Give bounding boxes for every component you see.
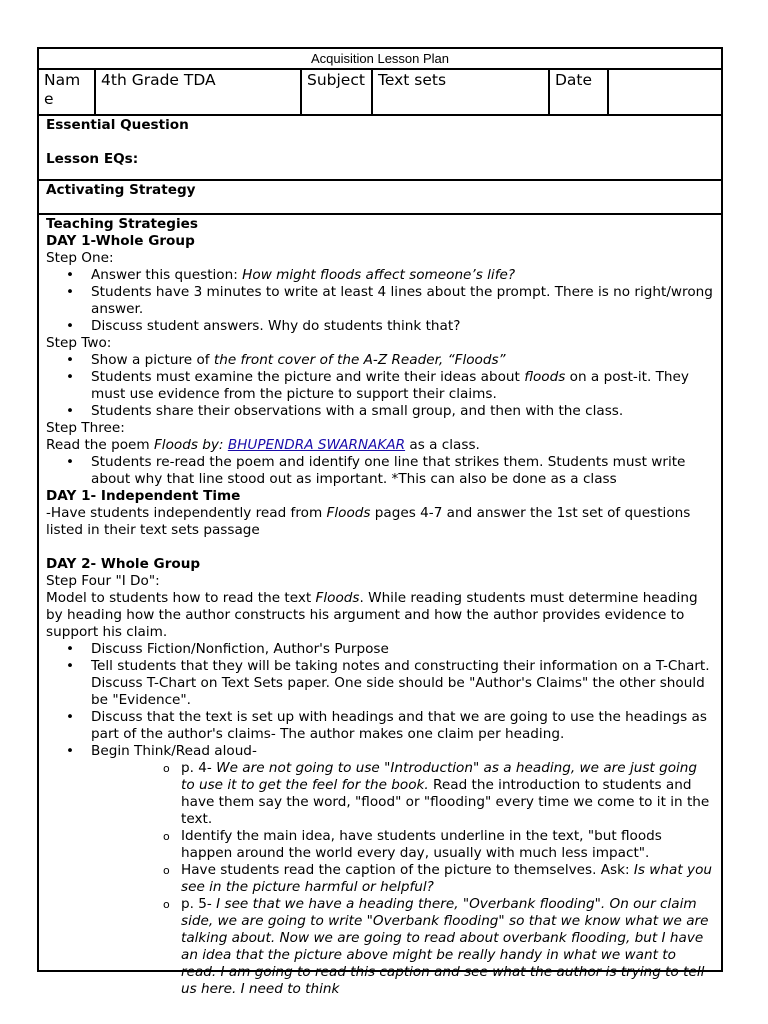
name-label: Name — [39, 70, 96, 114]
sublist-item: o p. 5- I see that we have a heading there, "Overbank flooding". On our claim side, we are going to write "Overbank flooding" so that we know what we are talking about. Now we are going to read about overbank flooding, but I have an idea that the picture above might be really handy in what we want to read. I am going to read this caption and see what the author is trying to tell us here. I need to think — [91, 896, 714, 998]
document-title: Acquisition Lesson Plan — [39, 49, 721, 70]
list-item: • Discuss that the text is set up with headings and that we are going to use the headings as part of the author's claims- The author makes one claim per heading. — [46, 709, 714, 743]
read-poem-line: Read the poem Floods by: BHUPENDRA SWARNAKAR as a class. — [46, 437, 480, 453]
list-item: • Discuss Fiction/Nonfiction, Author's Purpose — [46, 641, 714, 658]
teaching-strategies-section — [39, 215, 721, 999]
lesson-eqs-label: Lesson EQs: — [46, 151, 139, 167]
step-three-list — [46, 454, 714, 488]
subject-value: Text sets — [373, 70, 550, 114]
step-one-label: Step One: — [46, 250, 114, 266]
independent-time-text: -Have students independently read from Floods pages 4-7 and answer the 1st set of questions listed in their text sets passage — [46, 505, 691, 538]
activating-strategy-heading: Activating Strategy — [46, 182, 196, 198]
list-item: • Students have 3 minutes to write at least 4 lines about the prompt. There is no right/wrong answer. — [46, 284, 714, 318]
step-four-label: Step Four "I Do": — [46, 573, 160, 589]
list-item: • Students re-read the poem and identify one line that strikes them. Students must write about why that line stood out as important. *This can also be done as a class — [46, 454, 714, 488]
list-item: • Begin Think/Read aloud- o p. 4- We are not going to use "Introduction" as a heading, we are just going to use it to get the feel for the book. Read the introduction to students and have them say the word, "flood" or "flooding" every time we come to it in the text. o Identify the main idea, have students underline in the text, "but floods happen around the world every day, usually with much less impact". o Have students read the caption of the picture to themselves. Ask: Is what you see in the picture harmful or helpful? o p. 5- I see that we have a heading there, "Overbank flooding". On our claim side, we are going to write "Overbank flooding" so that we know what we are talking about. Now we are going to read about overbank flooding, but I have an idea that the picture above might be really handy in what we want to read. I am going to read this caption and see what the author is trying to tell us here. I need to think — [46, 743, 714, 998]
step-two-label: Step Two: — [46, 335, 112, 351]
list-item: • Tell students that they will be taking notes and constructing their information on a T-Chart. Discuss T-Chart on Text Sets paper. One side should be "Author's Claims" the other should be "Evidence". — [46, 658, 714, 709]
day1-independent-heading: DAY 1- Independent Time — [46, 488, 241, 504]
day2-heading: DAY 2- Whole Group — [46, 556, 201, 572]
activating-strategy-section — [39, 181, 721, 215]
model-text: Model to students how to read the text Floods. While reading students must determine heading by heading how the author constructs his argument and how the author provides evidence to support his claim. — [46, 590, 698, 640]
sublist-item: o Identify the main idea, have students underline in the text, "but floods happen around the world every day, usually with much less impact". — [91, 828, 714, 862]
list-item: • Show a picture of the front cover of the A-Z Reader, “Floods” — [46, 352, 714, 369]
poem-author-link[interactable]: BHUPENDRA SWARNAKAR — [227, 437, 406, 453]
list-item: • Students must examine the picture and write their ideas about floods on a post-it. They must use evidence from the picture to support their claims. — [46, 369, 714, 403]
step-three-label: Step Three: — [46, 420, 125, 436]
sublist-item: o Have students read the caption of the picture to themselves. Ask: Is what you see in the picture harmful or helpful? — [91, 862, 714, 896]
list-item: • Answer this question: How might floods affect someone’s life? — [46, 267, 714, 284]
teaching-strategies-heading: Teaching Strategies — [46, 216, 198, 232]
sublist-item: o p. 4- We are not going to use "Introduction" as a heading, we are just going to use it to get the feel for the book. Read the introduction to students and have them say the word, "flood" or "flooding" every time we come to it in the text. — [91, 760, 714, 828]
day1-heading: DAY 1-Whole Group — [46, 233, 195, 249]
step-one-list — [46, 267, 714, 335]
step-two-list — [46, 352, 714, 420]
day2-list — [46, 641, 714, 998]
header-row — [39, 70, 721, 116]
name-value: 4th Grade TDA — [96, 70, 302, 114]
subject-label: Subject — [302, 70, 373, 114]
essential-question-section — [39, 116, 721, 181]
lesson-plan-document — [37, 47, 723, 997]
date-value — [609, 70, 721, 114]
list-item: • Students share their observations with a small group, and then with the class. — [46, 403, 714, 420]
think-aloud-sublist — [91, 760, 714, 998]
date-label: Date — [550, 70, 609, 114]
essential-question-heading: Essential Question — [46, 117, 189, 133]
list-item: • Discuss student answers. Why do students think that? — [46, 318, 714, 335]
